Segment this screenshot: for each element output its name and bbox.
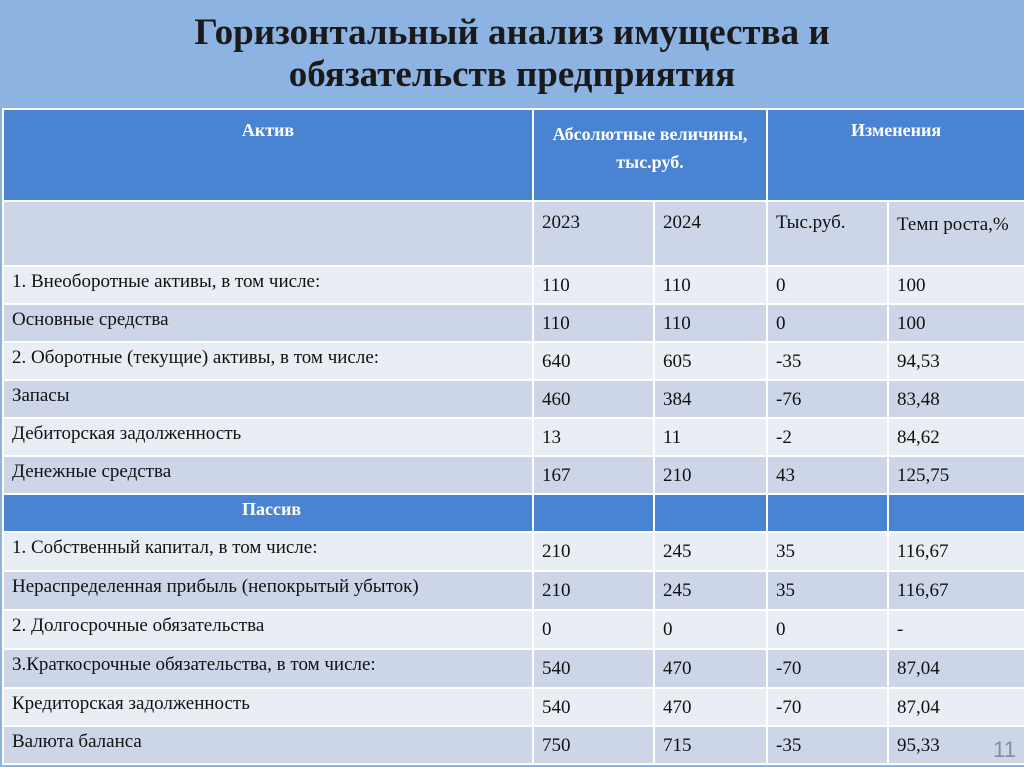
table-row <box>3 380 1024 418</box>
table-row <box>3 532 1024 571</box>
cell-2023: 540 <box>533 688 654 726</box>
row-label: Денежные средства <box>3 456 533 494</box>
table-subheader-row <box>3 201 1024 266</box>
cell-2024: 605 <box>654 342 767 380</box>
cell-2024: 245 <box>654 532 767 571</box>
cell-change: -70 <box>767 649 888 688</box>
passiv-cell-empty <box>888 494 1024 532</box>
cell-2023: 640 <box>533 342 654 380</box>
cell-growth-rate: 84,62 <box>888 418 1024 456</box>
cell-growth-rate: 100 <box>888 304 1024 342</box>
table-row <box>3 456 1024 494</box>
subheader-empty <box>3 201 533 266</box>
cell-change: -2 <box>767 418 888 456</box>
table-row <box>3 304 1024 342</box>
cell-growth-rate: - <box>888 610 1024 649</box>
header-changes: Изменения <box>767 109 1024 201</box>
subheader-2024: 2024 <box>654 201 767 266</box>
cell-2024: 11 <box>654 418 767 456</box>
subheader-tys-rub: Тыс.руб. <box>767 201 888 266</box>
title-line-2: обязательств предприятия <box>288 54 736 95</box>
cell-change: 43 <box>767 456 888 494</box>
row-label: Запасы <box>3 380 533 418</box>
cell-2024: 210 <box>654 456 767 494</box>
cell-change: 0 <box>767 304 888 342</box>
row-label: Основные средства <box>3 304 533 342</box>
cell-growth-rate: 116,67 <box>888 571 1024 610</box>
row-label: Валюта баланса <box>3 726 533 764</box>
cell-growth-rate: 94,53 <box>888 342 1024 380</box>
cell-2023: 210 <box>533 532 654 571</box>
passiv-label: Пассив <box>3 494 533 532</box>
cell-2023: 0 <box>533 610 654 649</box>
row-label: 2. Долгосрочные обязательства <box>3 610 533 649</box>
cell-2024: 384 <box>654 380 767 418</box>
table-row <box>3 571 1024 610</box>
table-row <box>3 418 1024 456</box>
passiv-cell-empty <box>533 494 654 532</box>
cell-2023: 210 <box>533 571 654 610</box>
row-label: 2. Оборотные (текущие) активы, в том числе: <box>3 342 533 380</box>
assets-rows <box>3 266 1024 494</box>
table-row <box>3 726 1024 764</box>
cell-2024: 245 <box>654 571 767 610</box>
title-line-1: Горизонтальный анализ имущества и <box>194 12 830 53</box>
subheader-temp-rosta: Темп роста,% <box>888 201 1024 266</box>
cell-change: 35 <box>767 571 888 610</box>
cell-growth-rate: 87,04 <box>888 688 1024 726</box>
cell-2024: 110 <box>654 304 767 342</box>
cell-2024: 110 <box>654 266 767 304</box>
cell-2023: 167 <box>533 456 654 494</box>
row-label: 1. Внеоборотные активы, в том числе: <box>3 266 533 304</box>
cell-2023: 110 <box>533 304 654 342</box>
header-absolute-values: Абсолютные величины, тыс.руб. <box>533 109 767 201</box>
cell-change: 0 <box>767 266 888 304</box>
page-number: 11 <box>993 737 1016 762</box>
row-label: Дебиторская задолженность <box>3 418 533 456</box>
cell-growth-rate: 100 <box>888 266 1024 304</box>
cell-change: -70 <box>767 688 888 726</box>
cell-growth-rate: 95,33 <box>888 726 1024 764</box>
table-row <box>3 610 1024 649</box>
passiv-cell-empty <box>654 494 767 532</box>
table-row <box>3 649 1024 688</box>
cell-2024: 470 <box>654 649 767 688</box>
cell-growth-rate: 87,04 <box>888 649 1024 688</box>
horizontal-analysis-table <box>2 108 1024 765</box>
cell-change: -35 <box>767 342 888 380</box>
cell-growth-rate: 125,75 <box>888 456 1024 494</box>
cell-2024: 715 <box>654 726 767 764</box>
cell-change: -35 <box>767 726 888 764</box>
table-header-row <box>3 109 1024 201</box>
cell-2023: 110 <box>533 266 654 304</box>
cell-2023: 13 <box>533 418 654 456</box>
cell-2024: 470 <box>654 688 767 726</box>
cell-2023: 540 <box>533 649 654 688</box>
header-aktiv: Актив <box>3 109 533 201</box>
row-label: Кредиторская задолженность <box>3 688 533 726</box>
cell-change: 35 <box>767 532 888 571</box>
table-row <box>3 688 1024 726</box>
cell-change: 0 <box>767 610 888 649</box>
cell-2023: 750 <box>533 726 654 764</box>
row-label: 3.Краткосрочные обязательства, в том числе: <box>3 649 533 688</box>
passiv-cell-empty <box>767 494 888 532</box>
row-label: Нераспределенная прибыль (непокрытый убыток) <box>3 571 533 610</box>
cell-change: -76 <box>767 380 888 418</box>
cell-2023: 460 <box>533 380 654 418</box>
passiv-header-row <box>3 494 1024 532</box>
cell-growth-rate: 83,48 <box>888 380 1024 418</box>
cell-growth-rate: 116,67 <box>888 532 1024 571</box>
table-row <box>3 266 1024 304</box>
slide-title <box>0 0 1024 108</box>
liabilities-rows <box>3 532 1024 764</box>
row-label: 1. Собственный капитал, в том числе: <box>3 532 533 571</box>
cell-2024: 0 <box>654 610 767 649</box>
table-row <box>3 342 1024 380</box>
subheader-2023: 2023 <box>533 201 654 266</box>
